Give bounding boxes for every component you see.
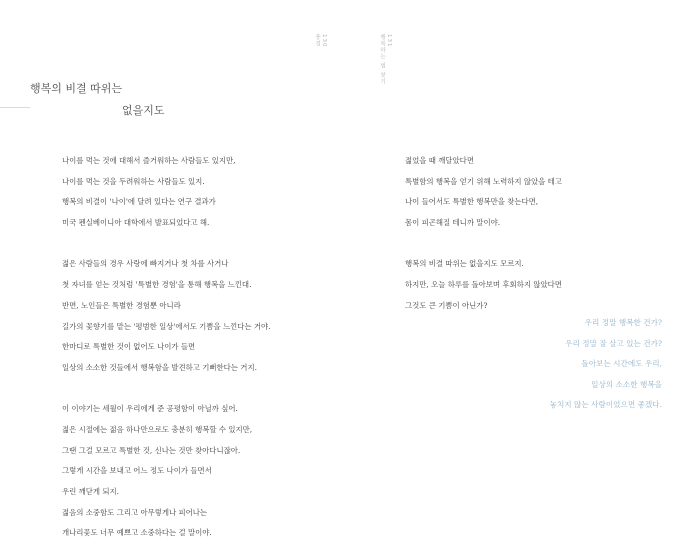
body-line: 길가의 꽃향기를 맡는 '평범한 일상'에서도 기쁨을 느낀다는 거야.: [62, 321, 271, 331]
paragraph-gap: [405, 234, 562, 255]
highlighted-quote: [550, 313, 662, 416]
highlight-line: 우리 정말 잘 살고 있는 건가?: [565, 338, 662, 348]
body-line: 그땐 그걸 모르고 특별한 것, 신나는 것만 찾아다니잖아.: [62, 445, 241, 455]
body-line: 나이를 먹는 것을 두려워하는 사람들도 있지.: [62, 176, 205, 186]
body-line: 몸이 피곤해질 테니까 말이야.: [405, 218, 501, 228]
right-page-number: 131: [386, 34, 392, 48]
left-running-title: 풍경: [314, 34, 320, 47]
right-running-title: 행복하는 법 찾기: [379, 34, 385, 85]
title-accent-rule: [0, 107, 30, 108]
body-line: 그렇게 시간을 보내고 어느 정도 나이가 들면서: [62, 466, 212, 476]
highlight-line: 놓치지 않는 사람이었으면 좋겠다.: [549, 400, 662, 410]
body-line: 행복의 비결이 '나이'에 달려 있다는 연구 결과가: [62, 197, 216, 207]
body-line: 하지만, 오늘 하루를 돌아보며 후회하지 않았다면: [405, 280, 562, 290]
right-page-body: [405, 151, 562, 317]
left-page-body: [62, 151, 270, 544]
body-line: 행복의 비결 따위는 없을지도 모르지.: [405, 259, 524, 269]
body-line: 한마디로 특별한 것이 없어도 나이가 들면: [62, 342, 196, 352]
body-line: 반면, 노인들은 특별한 경험뿐 아니라: [62, 300, 181, 310]
right-page-header: [378, 34, 392, 85]
chapter-title: [30, 78, 165, 122]
body-line: 젊었을 때 깨달았다면: [405, 156, 474, 165]
body-line: 특별함의 행복을 얻기 위해 노력하지 않았을 테고: [405, 176, 562, 186]
body-line: 개나리꽃도 너무 예쁘고 소중하다는 걸 말이야.: [62, 528, 212, 538]
chapter-title-line2: 없을지도: [122, 104, 165, 117]
left-page-header: [313, 34, 327, 54]
left-page-number: 130: [321, 34, 327, 48]
chapter-title-line1: 행복의 비결 따위는: [30, 82, 123, 95]
body-line: 미국 펜실베이니아 대학에서 발표되었다고 해.: [62, 218, 210, 228]
body-line: 첫 자녀를 얻는 것처럼 '특별한 경험'을 통해 행복을 느낀대.: [62, 280, 252, 290]
body-line: 그것도 큰 기쁨이 아닌가?: [405, 300, 488, 310]
paragraph-gap: [62, 379, 270, 400]
body-line: 나이 들어서도 특별한 행복만을 찾는다면,: [405, 197, 539, 207]
body-line: 우린 깨닫게 되지.: [62, 487, 120, 497]
highlight-line: 우리 정말 행복한 건가?: [584, 318, 662, 327]
body-line: 젊은 시절에는 젊음 하나만으로도 충분히 행복할 수 있지만,: [62, 424, 253, 434]
body-line: 젊음의 소중함도 그리고 아무렇게나 피어나는: [62, 507, 208, 517]
body-line: 젊은 사람들의 경우 사랑에 빠지거나 첫 차를 사거나: [62, 259, 229, 269]
body-line: 일상의 소소한 것들에서 행복함을 발견하고 기뻐한다는 거지.: [62, 362, 257, 372]
highlight-line: 돌아보는 시간에도 우리,: [581, 359, 662, 369]
body-line: 나이를 먹는 것에 대해서 즐거워하는 사람들도 있지만,: [62, 156, 236, 165]
highlight-line: 일상의 소소한 행복을: [591, 379, 662, 389]
paragraph-gap: [62, 234, 270, 255]
body-line: 이 이야기는 세월이 우리에게 준 공평함이 아닐까 싶어.: [62, 404, 238, 414]
